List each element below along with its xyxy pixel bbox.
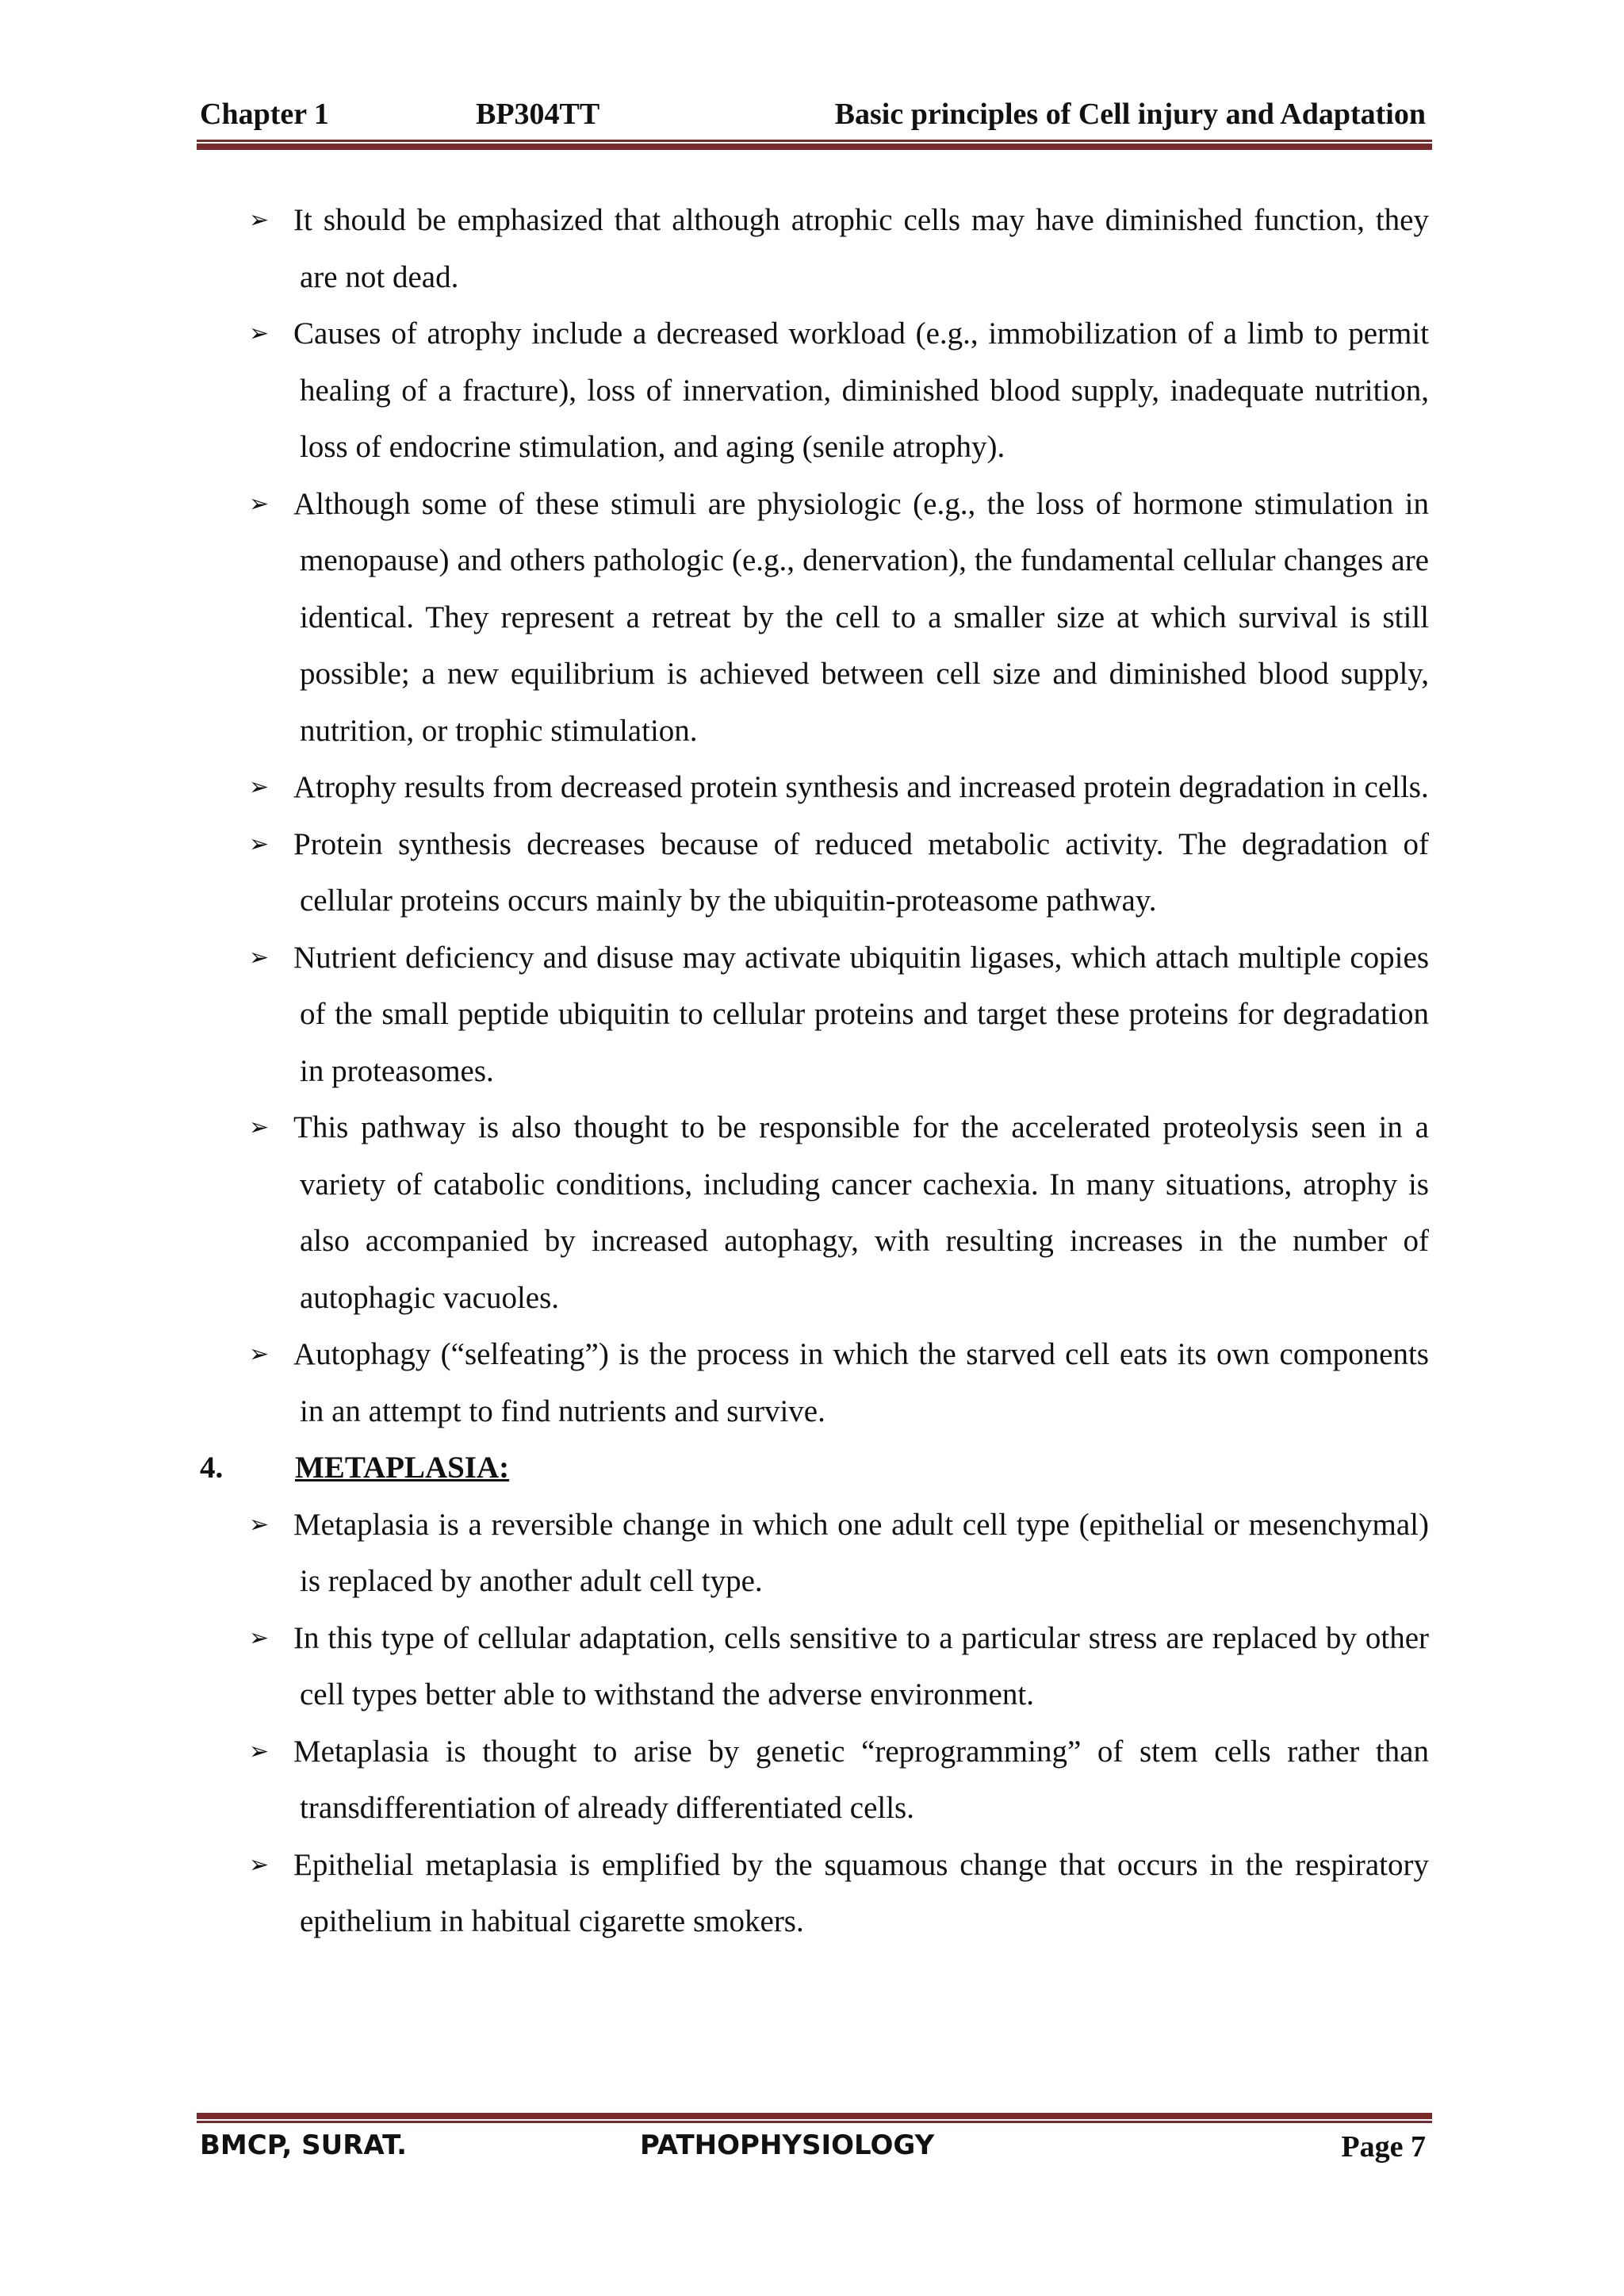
list-item: [200, 759, 1429, 816]
list-item-text: Nutrient deficiency and disuse may activate ubiquitin ligases, which attach multiple copies of the small peptide ubiquitin to cellular proteins and target these proteins for degradation in proteasomes.: [293, 940, 1429, 1088]
header-rule-thin: [197, 140, 1432, 142]
footer-institution: BMCP, SURAT.: [200, 2129, 408, 2161]
list-item: [200, 1497, 1429, 1610]
header-title: Basic principles of Cell injury and Adaptation: [834, 98, 1426, 131]
page-content: [200, 192, 1429, 1950]
list-item-text: In this type of cellular adaptation, cells sensitive to a particular stress are replaced by other cell types better able to withstand the adverse environment.: [293, 1620, 1429, 1711]
page-header: [200, 97, 1426, 141]
list-item: [200, 930, 1429, 1100]
list-item: [200, 816, 1429, 930]
footer-page-number: Page 7: [1341, 2130, 1426, 2164]
arrow-bullet-icon: ➢: [249, 830, 270, 858]
list-item: [200, 192, 1429, 305]
arrow-bullet-icon: ➢: [249, 1340, 270, 1368]
list-item-text: It should be emphasized that although atrophic cells may have diminished function, they are not dead.: [293, 203, 1429, 294]
arrow-bullet-icon: ➢: [249, 943, 270, 972]
arrow-bullet-icon: ➢: [249, 489, 270, 518]
header-rule-thick: [197, 144, 1432, 150]
arrow-bullet-icon: ➢: [249, 320, 270, 347]
list-item-text: Autophagy (“selfeating”) is the process in which the starved cell eats its own components in an attempt to find nutrients and survive.: [293, 1337, 1429, 1428]
list-item-text: Metaplasia is a reversible change in which one adult cell type (epithelial or mesenchymal) is replaced by another adult cell type.: [293, 1507, 1429, 1598]
list-item-text: Epithelial metaplasia is emplified by the squamous change that occurs in the respiratory epithelium in habitual cigarette smokers.: [293, 1847, 1429, 1938]
arrow-bullet-icon: ➢: [249, 773, 270, 801]
list-item-text: Although some of these stimuli are physiologic (e.g., the loss of hormone stimulation in menopause) and others pathologic (e.g., denervation), the fundamental cellular changes are identical. They represent a retreat by the cell to a smaller size at which survival is still possible; a new equilibrium is achieved between cell size and diminished blood supply, nutrition, or trophic stimulation.: [293, 486, 1429, 748]
page-footer: [200, 2129, 1426, 2174]
list-item-text: Atrophy results from decreased protein synthesis and increased protein degradation in cells.: [293, 770, 1429, 804]
section-heading-metaplasia: [200, 1439, 1429, 1497]
list-item: [200, 1099, 1429, 1326]
footer-rule-thin: [197, 2121, 1432, 2123]
list-item: [200, 1326, 1429, 1439]
header-course-code: BP304TT: [476, 98, 600, 131]
list-item-text: Causes of atrophy include a decreased workload (e.g., immobilization of a limb to permit healing of a fracture), loss of innervation, diminished blood supply, inadequate nutrition, loss of endocrine stimulation, and aging (senile atrophy).: [293, 316, 1429, 464]
list-item-text: Metaplasia is thought to arise by genetic “reprogramming” of stem cells rather than transdifferentiation of already differentiated cells.: [293, 1734, 1429, 1825]
arrow-bullet-icon: ➢: [249, 1114, 270, 1141]
list-item-text: This pathway is also thought to be responsible for the accelerated proteolysis seen in a variety of catabolic conditions, including cancer cachexia. In many situations, atrophy is also accompanied by increased autophagy, with resulting increases in the number of autophagic vacuoles.: [293, 1110, 1429, 1315]
footer-subject: PATHOPHYSIOLOGY: [640, 2129, 935, 2161]
list-item-text: Protein synthesis decreases because of reduced metabolic activity. The degradation of cellular proteins occurs mainly by the ubiquitin-proteasome pathway.: [293, 826, 1429, 918]
section-number: 4.: [200, 1451, 224, 1485]
header-chapter: Chapter 1: [200, 98, 329, 131]
arrow-bullet-icon: ➢: [249, 1623, 270, 1652]
section-title: METAPLASIA:: [295, 1451, 510, 1485]
list-item: [200, 1837, 1429, 1950]
list-item: [200, 476, 1429, 760]
arrow-bullet-icon: ➢: [249, 1737, 270, 1765]
list-item: [200, 305, 1429, 476]
arrow-bullet-icon: ➢: [249, 206, 270, 234]
bullet-list-atrophy: [200, 192, 1429, 1439]
list-item: [200, 1610, 1429, 1723]
footer-rule-thick: [197, 2113, 1432, 2119]
list-item: [200, 1723, 1429, 1837]
arrow-bullet-icon: ➢: [249, 1510, 270, 1539]
bullet-list-metaplasia: [200, 1497, 1429, 1950]
arrow-bullet-icon: ➢: [249, 1850, 270, 1879]
